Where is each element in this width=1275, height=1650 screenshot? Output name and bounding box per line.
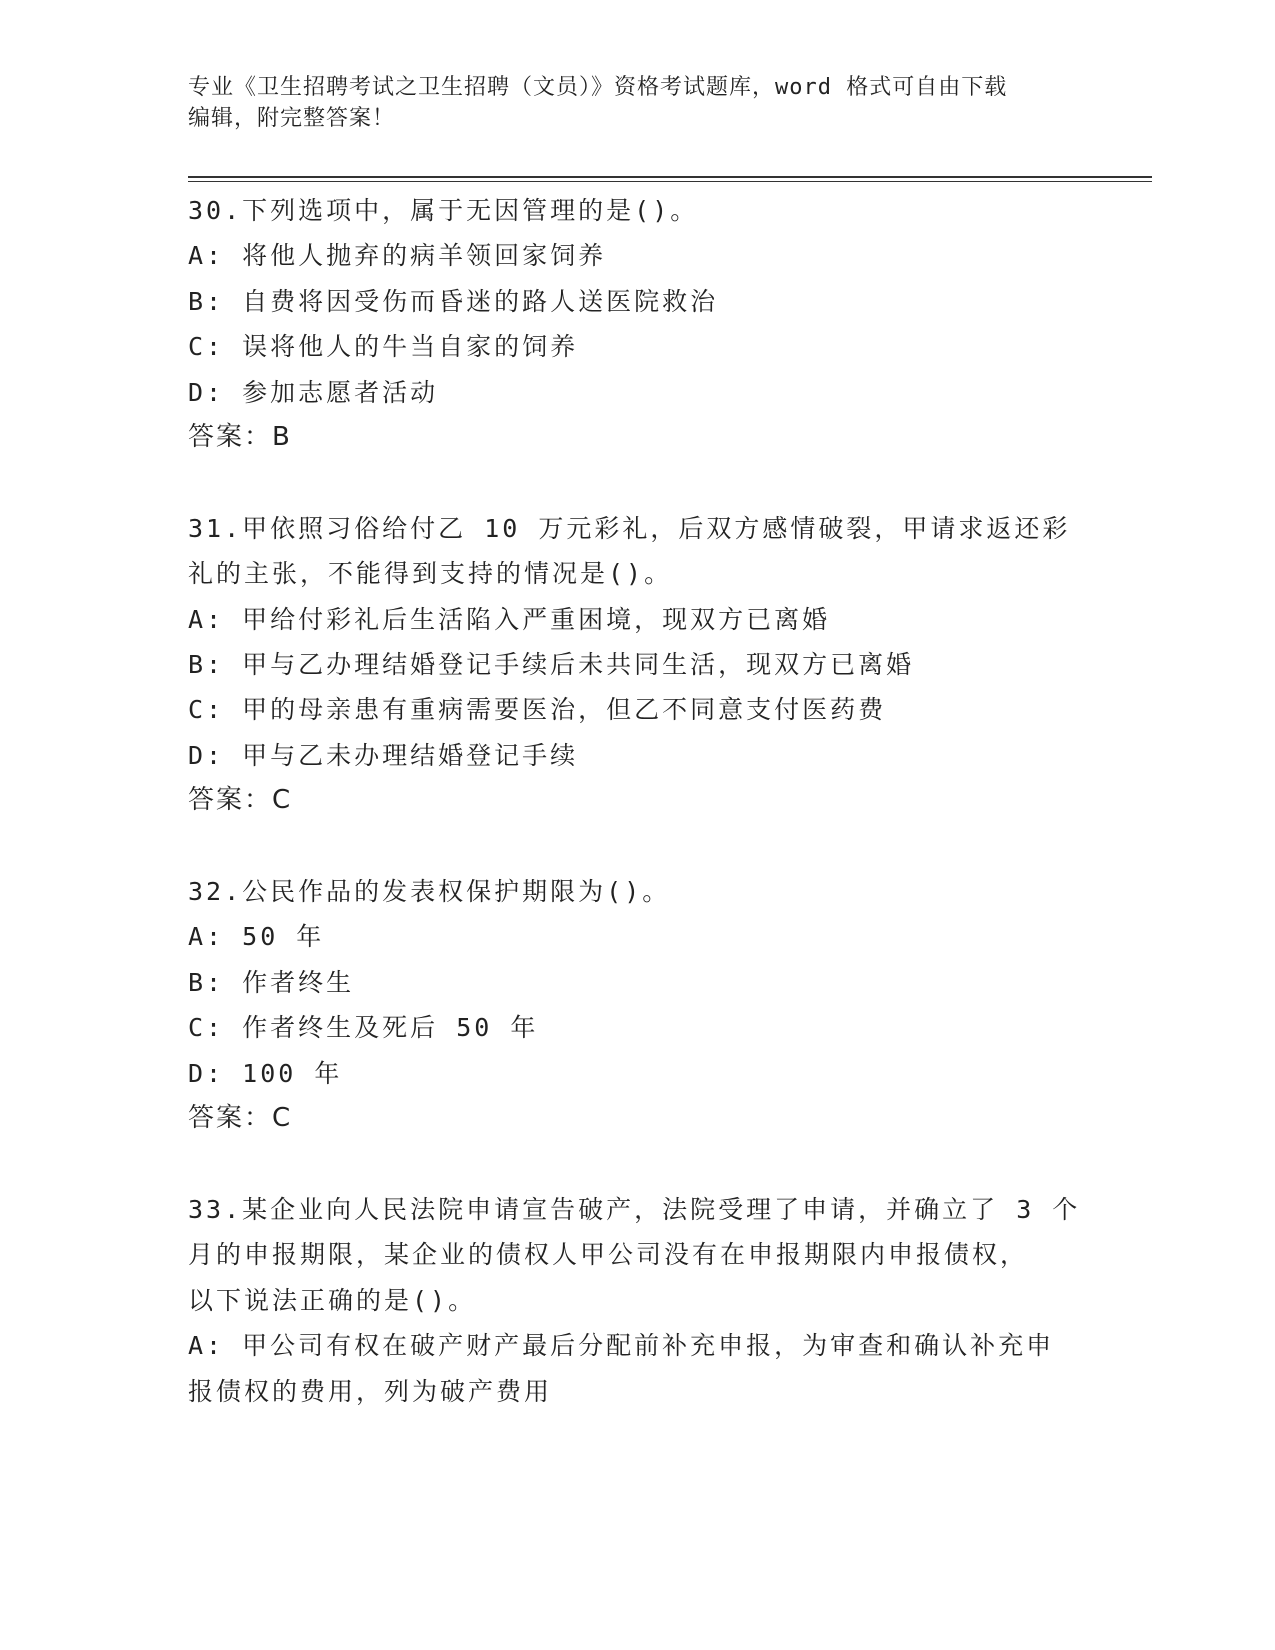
option-d: D: 甲与乙未办理结婚登记手续 — [188, 740, 579, 770]
option-d: D: 100 年 — [188, 1058, 343, 1088]
question-stem: 31.甲依照习俗给付乙 10 万元彩礼，后双方感情破裂，甲请求返还彩 — [188, 513, 1071, 543]
option-b: B: 作者终生 — [188, 967, 355, 997]
option-c: C: 误将他人的牛当自家的饲养 — [188, 332, 579, 362]
header-divider-thin — [188, 181, 1152, 182]
question-31 — [188, 506, 1088, 824]
question-stem: 礼的主张，不能得到支持的情况是()。 — [188, 559, 673, 589]
header-line-2: 编辑，附完整答案！ — [188, 106, 396, 131]
question-stem: 以下说法正确的是()。 — [188, 1285, 477, 1315]
question-list — [188, 188, 1088, 1414]
answer-label: 答案：C — [188, 785, 293, 816]
spacer — [188, 1142, 1088, 1187]
document-header — [188, 72, 1068, 134]
question-stem: 月的申报期限，某企业的债权人甲公司没有在申报期限内申报债权， — [188, 1240, 1029, 1270]
option-c: C: 作者终生及死后 50 年 — [188, 1013, 539, 1043]
spacer — [188, 824, 1088, 869]
option-a: A: 50 年 — [188, 922, 325, 952]
question-stem: 30.下列选项中，属于无因管理的是()。 — [188, 196, 699, 225]
option-b: B: 甲与乙办理结婚登记手续后未共同生活，现双方已离婚 — [188, 650, 915, 680]
option-a: A: 将他人抛弃的病羊领回家饲养 — [188, 241, 607, 271]
spacer — [188, 460, 1088, 505]
option-b: B: 自费将因受伤而昏迷的路人送医院救治 — [188, 286, 719, 316]
option-a: 报债权的费用，列为破产费用 — [188, 1376, 553, 1406]
option-c: C: 甲的母亲患有重病需要医治，但乙不同意支付医药费 — [188, 695, 887, 725]
question-32 — [188, 869, 1088, 1141]
question-30 — [188, 188, 1088, 460]
header-divider-thick — [188, 176, 1152, 178]
answer-label: 答案：B — [188, 422, 292, 453]
answer-label: 答案：C — [188, 1103, 293, 1134]
option-a: A: 甲公司有权在破产财产最后分配前补充申报，为审查和确认补充申 — [188, 1331, 1055, 1361]
header-line-1: 专业《卫生招聘考试之卫生招聘（文员）》资格考试题库，word 格式可自由下载 — [188, 75, 1008, 100]
question-33 — [188, 1187, 1088, 1414]
option-a: A: 甲给付彩礼后生活陷入严重困境，现双方已离婚 — [188, 604, 831, 634]
question-stem: 32.公民作品的发表权保护期限为()。 — [188, 877, 671, 907]
option-d: D: 参加志愿者活动 — [188, 377, 439, 407]
question-stem: 33.某企业向人民法院申请宣告破产，法院受理了申请，并确立了 3 个 — [188, 1194, 1081, 1224]
